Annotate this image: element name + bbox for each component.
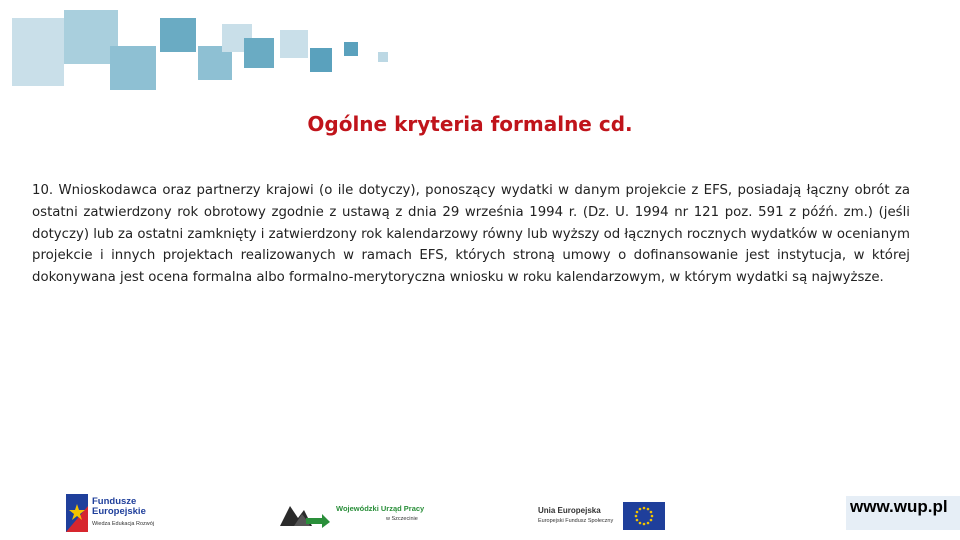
decor-square	[110, 46, 156, 90]
eu-logo-line2: Europejski Fundusz Społeczny	[538, 518, 614, 524]
fe-logo-line1: Fundusze	[92, 496, 137, 507]
wup-mountain-icon	[280, 500, 330, 528]
fe-logo-line3: Wiedza Edukacja Rozwój	[92, 521, 155, 527]
wup-logo-line2: w Szczecinie	[386, 516, 418, 522]
website-url[interactable]: www.wup.pl	[850, 497, 948, 516]
fe-logo	[66, 494, 154, 532]
slide-body-text: 10. Wnioskodawca oraz partnerzy krajowi (o ile dotyczy), ponoszący wydatki w danym projekcie z EFS, posiadają łączny obrót za ostatni zatwierdzony rok obrotowy zgodnie z ustawą z dnia 29 września 1994 r. (Dz. U. 1994 nr 121 poz. 591 z późń. zm.) (jeśli dotyczy) lub za ostatni zamknięty i zatwierdzony rok kalendarzowy równy lub wyższy od łącznych rocznych wydatków w ocenianym projekcie i innych projektach realizowanych w ramach EFS, których stroną umowy o dofinansowanie jest instytucja, w której dokonywana jest ocena formalna albo formalno-merytoryczna wniosku w roku kalendarzowym, w którym wydatki są najwyższe.	[32, 183, 910, 286]
decor-square	[310, 48, 332, 72]
decor-square	[378, 52, 388, 62]
fe-star-icon	[66, 494, 88, 532]
wup-logo-line1: Wojewódzki Urząd Pracy	[336, 504, 425, 513]
slide-title: Ogólne kryteria formalne cd.	[307, 112, 633, 136]
decor-square	[344, 42, 358, 56]
decor-square	[160, 18, 196, 52]
decor-square	[12, 18, 64, 86]
footer-logos	[0, 488, 960, 540]
eu-flag-icon	[623, 502, 665, 530]
eu-logo-line1: Unia Europejska	[538, 506, 601, 515]
wup-logo	[280, 500, 424, 528]
decor-square	[280, 30, 308, 58]
fe-logo-line2: Europejskie	[92, 506, 146, 517]
eu-logo	[538, 502, 665, 530]
decor-square	[244, 38, 274, 68]
